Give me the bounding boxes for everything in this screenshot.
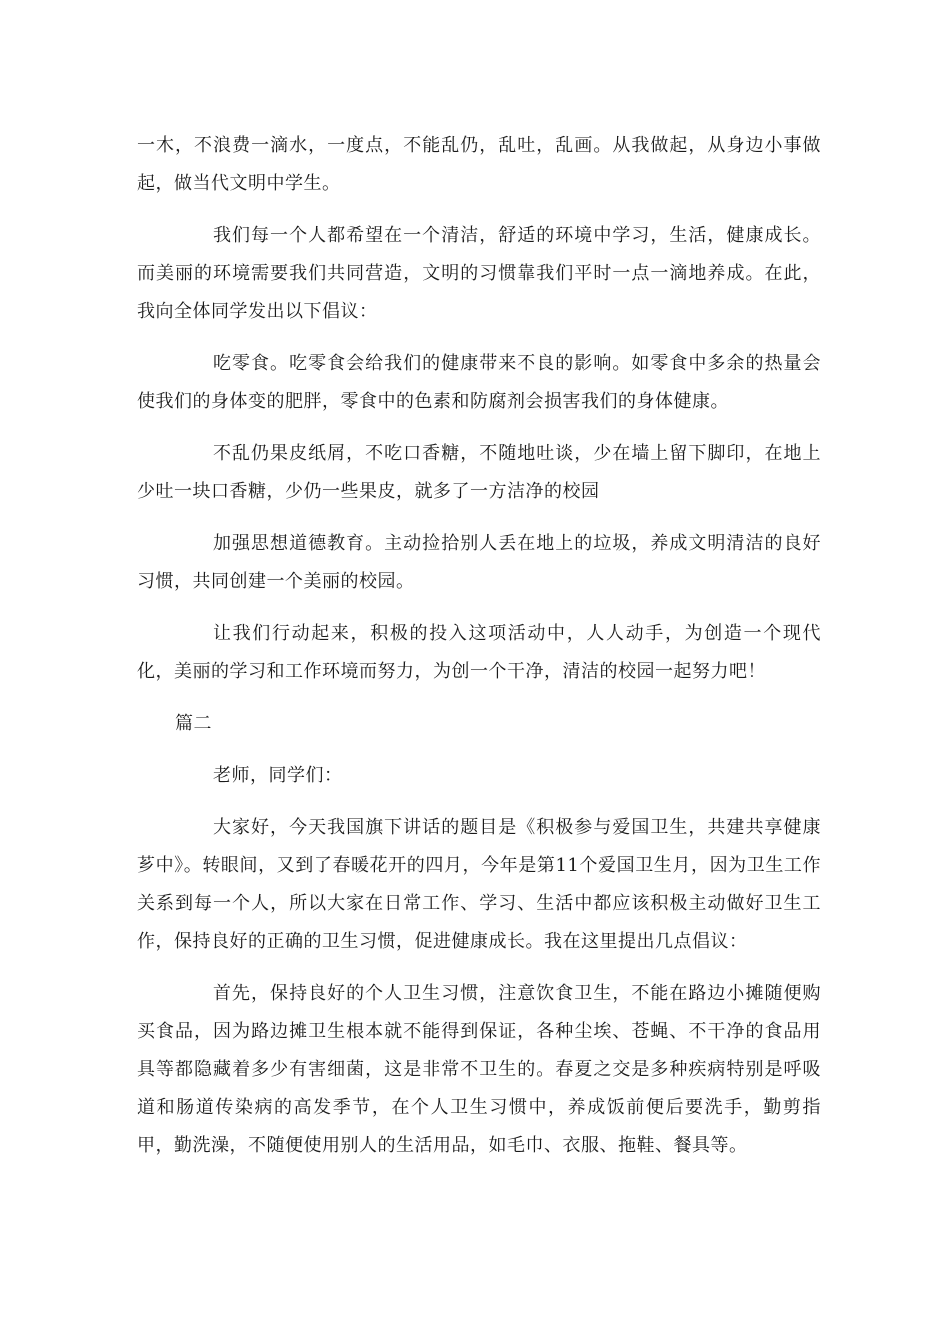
paragraph-6: 让我们行动起来，积极的投入这项活动中，人人动手，为创造一个现代化，美丽的学习和工作环境而努力，为创一个干净，清洁的校园一起努力吧！	[137, 623, 821, 682]
section-heading: 篇二	[175, 713, 212, 734]
document-body	[137, 127, 821, 1179]
salutation: 老师，同学们：	[213, 765, 343, 786]
paragraph-2: 我们每一个人都希望在一个清洁，舒适的环境中学习，生活，健康成长。而美丽的环境需要我们共同营造，文明的习惯靠我们平时一点一滴地养成。在此，我向全体同学发出以下倡议：	[137, 225, 821, 322]
paragraph-5: 加强思想道德教育。主动捡拾别人丢在地上的垃圾，养成文明清洁的良好习惯，共同创建一个美丽的校园。	[137, 533, 821, 592]
paragraph-8: 首先，保持良好的个人卫生习惯，注意饮食卫生，不能在路边小摊随便购买食品，因为路边摊卫生根本就不能得到保证，各种尘埃、苍蝇、不干净的食品用具等都隐藏着多少有害细菌，这是非常不卫生的。春夏之交是多种疾病特别是呼吸道和肠道传染病的高发季节，在个人卫生习惯中，养成饭前便后要洗手，勤剪指甲，勤洗澡，不随便使用别人的生活用品，如毛巾、衣服、拖鞋、餐具等。	[137, 983, 821, 1156]
paragraph-1: 一木，不浪费一滴水，一度点，不能乱仍，乱吐，乱画。从我做起，从身边小事做起，做当代文明中学生。	[137, 135, 821, 194]
paragraph-7: 大家好，今天我国旗下讲话的题目是《积极参与爱国卫生，共建共享健康芗中》。转眼间，又到了春暖花开的四月，今年是第11个爱国卫生月，因为卫生工作关系到每一个人，所以大家在日常工作、学习、生活中都应该积极主动做好卫生工作，保持良好的正确的卫生习惯，促进健康成长。我在这里提出几点倡议：	[137, 817, 821, 952]
paragraph-4: 不乱仍果皮纸屑，不吃口香糖，不随地吐谈，少在墙上留下脚印，在地上少吐一块口香糖，少仍一些果皮，就多了一方洁净的校园	[137, 443, 821, 502]
paragraph-3: 吃零食。吃零食会给我们的健康带来不良的影响。如零食中多余的热量会使我们的身体变的肥胖，零食中的色素和防腐剂会损害我们的身体健康。	[137, 353, 821, 412]
